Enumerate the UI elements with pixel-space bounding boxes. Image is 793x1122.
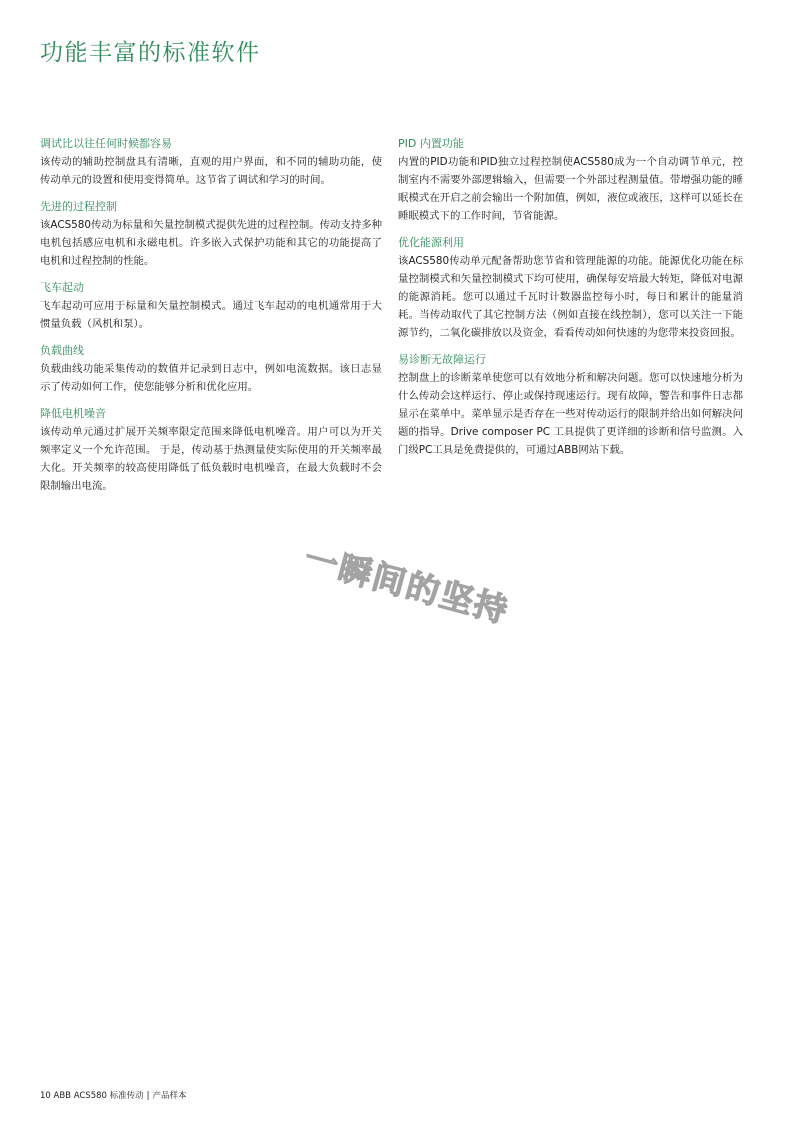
page-title: 功能丰富的标准软件 [40, 40, 261, 66]
left-column [40, 136, 382, 505]
section-heading: 优化能源利用 [398, 236, 464, 249]
section-body: 飞车起动可应用于标量和矢量控制模式。通过飞车起动的电机通常用于大惯量负载（风机和泵）。 [40, 300, 382, 330]
section-energy-optimization [398, 235, 743, 342]
right-column [398, 136, 743, 469]
section-body: 该ACS580传动为标量和矢量控制模式提供先进的过程控制。传动支持多种电机包括感应电机和永磁电机。许多嵌入式保护功能和其它的功能提高了电机和过程控制的性能。 [40, 219, 382, 267]
section-motor-noise [40, 406, 382, 495]
section-load-curve [40, 343, 382, 396]
section-body: 负载曲线功能采集传动的数值并记录到日志中，例如电流数据。该日志显示了传动如何工作，使您能够分析和优化应用。 [40, 363, 382, 393]
section-heading: 飞车起动 [40, 281, 84, 294]
page-footer [40, 1089, 187, 1101]
section-heading: 负载曲线 [40, 344, 84, 357]
section-heading: 调试比以往任何时候都容易 [40, 137, 172, 150]
section-easy-commissioning [40, 136, 382, 189]
section-heading: 降低电机噪音 [40, 407, 106, 420]
section-pid-builtin [398, 136, 743, 225]
footer-separator: | [146, 1091, 150, 1101]
section-heading: 先进的过程控制 [40, 200, 117, 213]
section-body: 该传动的辅助控制盘具有清晰，直观的用户界面，和不同的辅助功能，使传动单元的设置和使用变得简单。这节省了调试和学习的时间。 [40, 156, 382, 186]
page-number: 10 [40, 1091, 51, 1101]
section-heading: 易诊断无故障运行 [398, 353, 486, 366]
section-body: 该ACS580传动单元配备帮助您节省和管理能源的功能。能源优化功能在标量控制模式和矢量控制模式下均可使用，确保每安培最大转矩，降低对电源的能源消耗。您可以通过千瓦时计数器监控每小时，每日和累计的能量消耗。当传动取代了其它控制方法（例如直接在线控制），您可以关注一下能源节约，二氧化碳排放以及资金，看看传动如何快速的为您带来投资回报。 [398, 255, 743, 339]
watermark: 一瞬间的坚持 [300, 538, 514, 631]
section-body: 该传动单元通过扩展开关频率限定范围来降低电机噪音。用户可以为开关频率定义一个允许范围。 于是，传动基于热测量使实际使用的开关频率最大化。开关频率的较高使用降低了低负载时电机噪音，在最大负载时不会限制输出电流。 [40, 426, 382, 492]
section-body: 控制盘上的诊断菜单使您可以有效地分析和解决问题。您可以快速地分析为什么传动会这样运行、停止或保持现速运行。现有故障，警告和事件日志都显示在菜单中。菜单显示是否存在一些对传动运行的限制并给出如何解决问题的指导。Drive composer PC 工具提供了更详细的诊断和信号监测。入门级PC工具是免费提供的，可通过ABB网站下载。 [398, 372, 743, 456]
section-flying-start [40, 280, 382, 333]
section-diagnostics [398, 352, 743, 459]
section-advanced-process-control [40, 199, 382, 270]
section-heading: PID 内置功能 [398, 137, 464, 150]
publication-name: ABB ACS580 标准传动 [53, 1091, 144, 1101]
document-type: 产品样本 [152, 1091, 187, 1101]
section-body: 内置的PID功能和PID独立过程控制使ACS580成为一个自动调节单元，控制室内不需要外部逻辑输入，但需要一个外部过程测量值。带增强功能的睡眠模式在开启之前会输出一个附加值，例如，液位或液压，这样可以延长在睡眠模式下的工作时间，节省能源。 [398, 156, 743, 222]
